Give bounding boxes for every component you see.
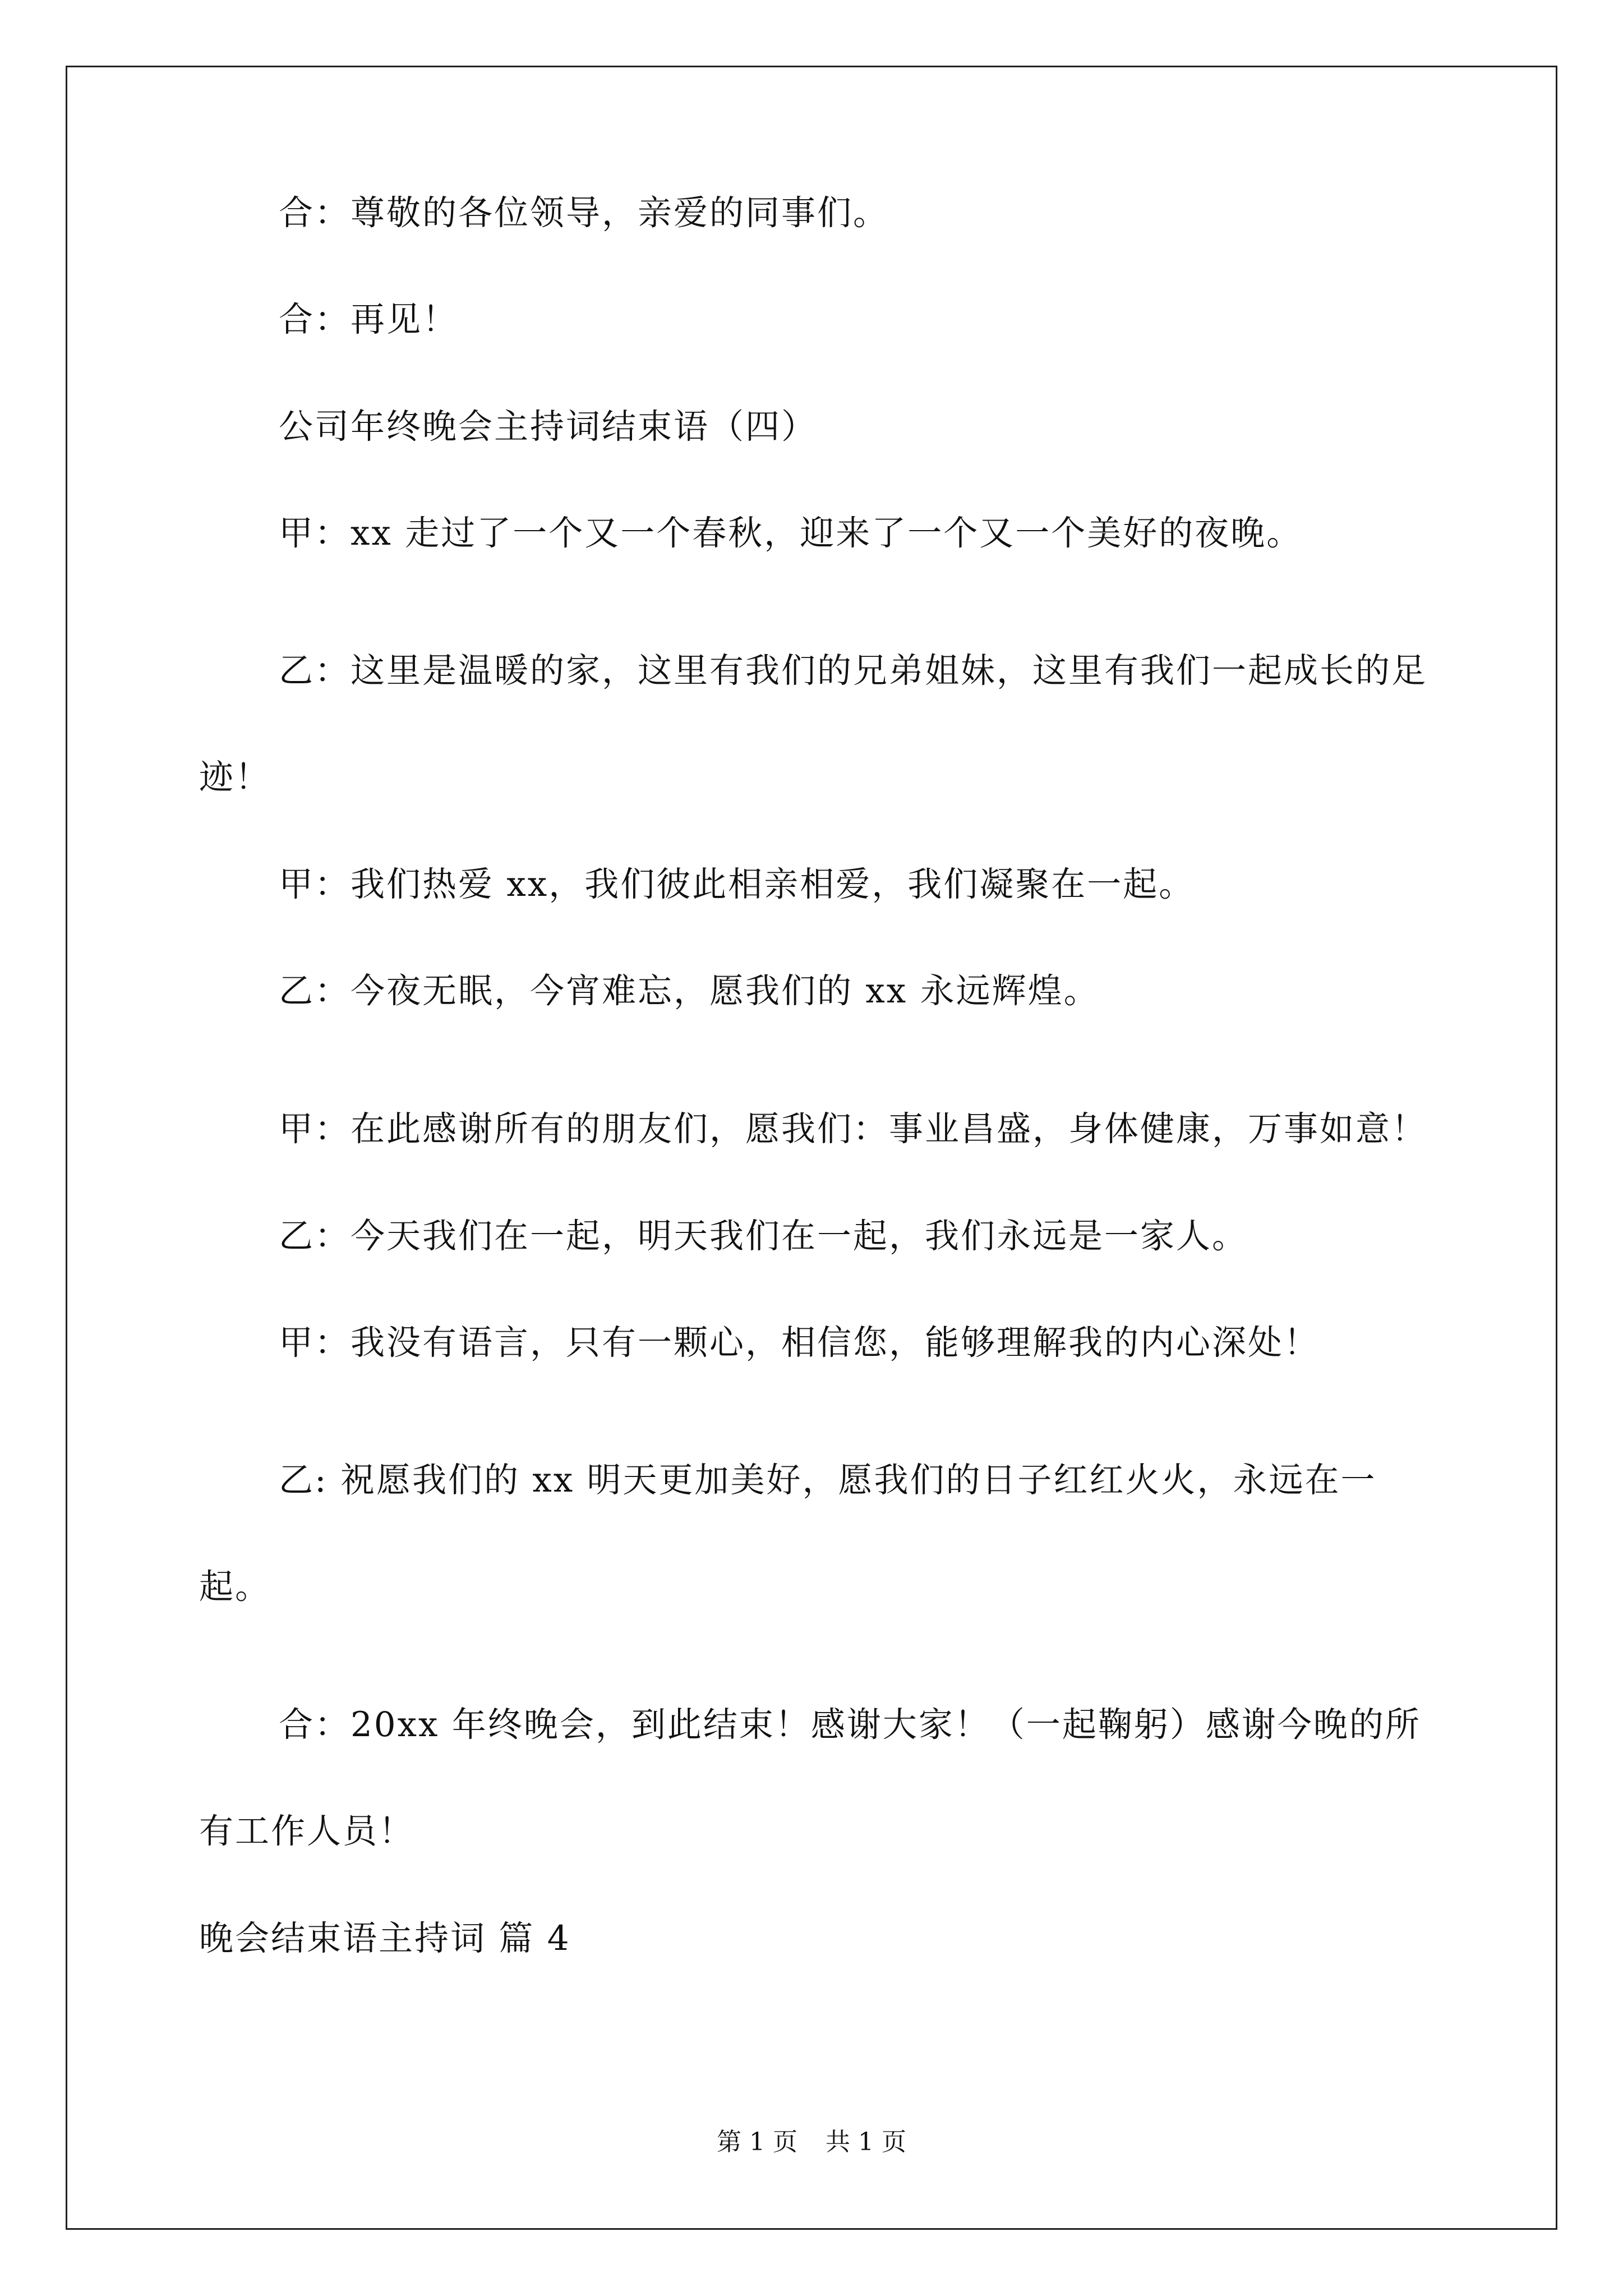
paragraph: 乙：今夜无眠，今宵难忘，愿我们的 xx 永远辉煌。 <box>279 971 1100 1011</box>
paragraph: 公司年终晚会主持词结束语（四） <box>279 406 818 447</box>
paragraph: 乙：这里是温暖的家，这里有我们的兄弟姐妹，这里有我们一起成长的足迹！ <box>199 651 1428 798</box>
page-number-total: 共 1 页 <box>826 2128 906 2156</box>
paragraph: 合：20xx 年终晚会，到此结束！感谢大家！（一起鞠躬）感谢今晚的所有工作人员！ <box>199 1705 1421 1852</box>
paragraph: 甲：在此感谢所有的朋友们，愿我们：事业昌盛，身体健康，万事如意！ <box>279 1108 1428 1149</box>
paragraph: 乙：今天我们在一起，明天我们在一起，我们永远是一家人。 <box>279 1216 1248 1256</box>
paragraph: 甲：我们热爱 xx，我们彼此相亲相爱，我们凝聚在一起。 <box>279 864 1195 905</box>
page-number-current: 第 1 页 <box>717 2128 797 2156</box>
paragraph: 甲：xx 走过了一个又一个春秋，迎来了一个又一个美好的夜晚。 <box>279 513 1303 553</box>
document-body <box>199 191 1438 1961</box>
paragraph: 甲：我没有语言，只有一颗心，相信您，能够理解我的内心深处！ <box>279 1323 1320 1363</box>
paragraph: 合：再见！ <box>279 300 459 340</box>
section-heading: 晚会结束语主持词 篇 4 <box>199 1918 571 1959</box>
paragraph: 乙: 祝愿我们的 xx 明天更加美好，愿我们的日子红红火火，永远在一起。 <box>199 1460 1377 1607</box>
page-footer <box>0 2122 1623 2157</box>
paragraph: 合：尊敬的各位领导，亲爱的同事们。 <box>279 193 889 233</box>
